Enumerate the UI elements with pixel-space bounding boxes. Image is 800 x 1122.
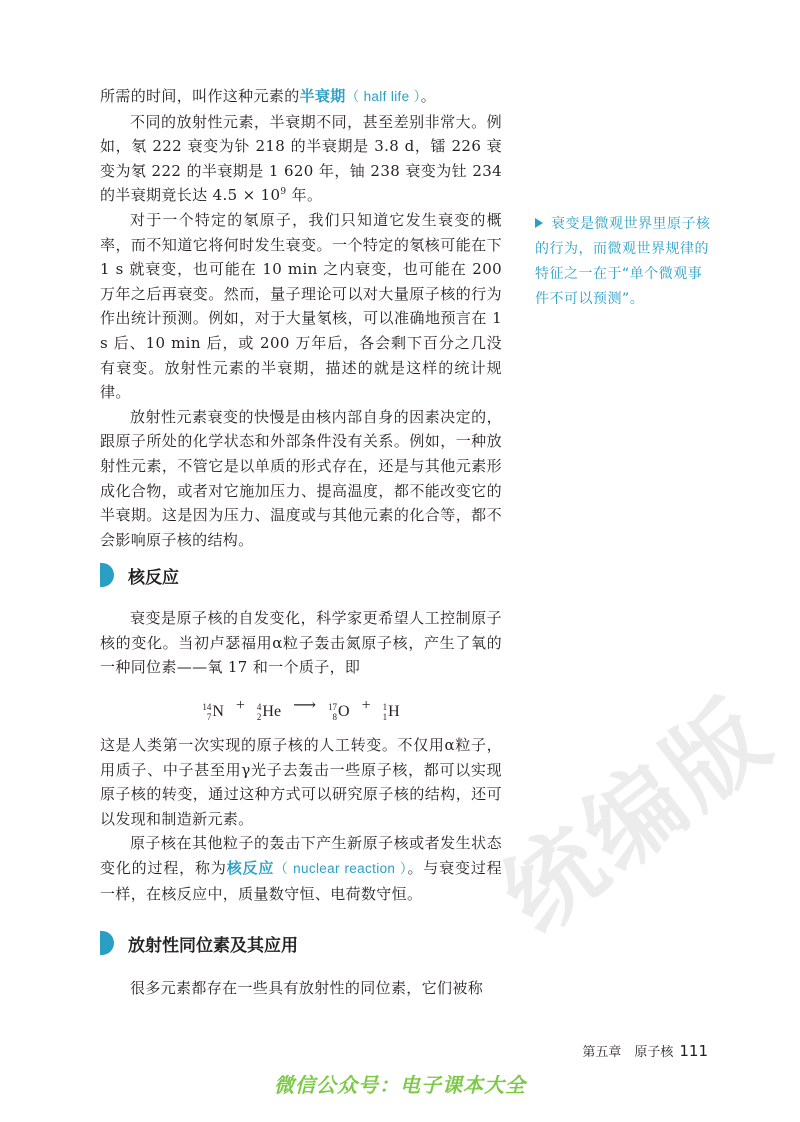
nuclide-hydrogen: 1 1 H xyxy=(382,702,400,722)
text-block-4 xyxy=(100,976,502,1001)
paragraph-decay-rate: 放射性元素衰变的快慢是由核内部自身的因素决定的，跟原子所处的化学状态和外部条件没有关系。例如，一种放射性元素，不管它是以单质的形式存在，还是与其他元素形成化合物，或者对它施加压力、提高温度，都不能改变它的半衰期。这是因为压力、温度或与其他元素的化合等，都不会影响原子核的结构。 xyxy=(100,407,502,549)
paragraph-half-life-definition: 所需的时间，叫作这种元素的半衰期（ half life ）。 xyxy=(100,87,437,105)
nuclide-helium: 4 2 He xyxy=(256,702,282,722)
term-nuclear-reaction-english: （ nuclear reaction ） xyxy=(274,860,408,876)
text-block-1 xyxy=(100,84,502,552)
section-title: 放射性同位素及其应用 xyxy=(128,935,298,956)
wechat-banner: 微信公众号：电子课本大全 xyxy=(274,1073,526,1097)
chapter-label: 第五章 原子核 xyxy=(582,1045,674,1060)
section-marker-icon xyxy=(100,931,114,955)
section-heading-radioisotopes xyxy=(100,928,298,958)
triangle-marker-icon xyxy=(535,218,543,228)
paragraph-half-life-examples: 不同的放射性元素，半衰期不同，甚至差别非常大。例如，氡 222 衰变为钋 218 的半衰期是 3.8 d，镭 226 衰变为氡 222 的半衰期是 1 620 年，铀 238 衰变为钍 234 的半衰期竟长达 $4.5 \times 10^9$ 年。 xyxy=(100,112,502,205)
term-nuclear-reaction: 核反应 xyxy=(226,858,275,877)
page-footer xyxy=(582,1041,708,1060)
exponent: 9 xyxy=(280,187,287,198)
paragraph-artificial-transmutation: 这是人类第一次实现的原子核的人工转变。不仅用α粒子，用质子、中子甚至用γ光子去轰击一些原子核，都可以实现原子核的转变，通过这种方式可以研究原子核的结构，还可以发现和制造新元素。 xyxy=(100,736,502,828)
reaction-arrow-icon: ⟶ xyxy=(293,697,317,714)
term-half-life-english: （ half life ） xyxy=(345,89,421,104)
sidenote: 衰变是微观世界里原子核的行为，而微观世界规律的特征之一在于“单个微观事件不可以预测”。 xyxy=(535,216,711,307)
nuclide-nitrogen: 14 7 N xyxy=(202,702,224,722)
text-block-3 xyxy=(100,733,502,906)
nuclear-equation xyxy=(100,694,502,724)
term-half-life: 半衰期 xyxy=(299,87,346,105)
section-title: 核反应 xyxy=(128,567,179,588)
plus-sign: + xyxy=(361,697,371,714)
plus-sign: + xyxy=(235,697,245,714)
paragraph-nuclear-reaction-definition: 原子核在其他粒子的轰击下产生新原子核或者发生状态变化的过程，称为核反应（ nuclear reaction ）。与衰变过程一样，在核反应中，质量数守恒、电荷数守恒。 xyxy=(100,834,502,903)
page-number: 111 xyxy=(679,1042,708,1060)
paragraph-rutherford: 衰变是原子核的自发变化，科学家更希望人工控制原子核的变化。当初卢瑟福用α粒子轰击氮原子核，产生了氧的一种同位素——氧 17 和一个质子，即 xyxy=(100,609,502,677)
paragraph-radioisotopes: 很多元素都存在一些具有放射性的同位素，它们被称 xyxy=(130,979,484,997)
paragraph-statistics: 对于一个特定的氡原子，我们只知道它发生衰变的概率，而不知道它将何时发生衰变。一个特定的氡核可能在下 1 s 就衰变，也可能在 10 min 之内衰变，也可能在 200 万年之后再衰变。然而，量子理论可以对大量原子核的行为作出统计预测。例如，对于大量氡核，可以准确地预言在 1 s 后、10 min 后，或 200 万年后，各会剩下百分之几没有衰变。放射性元素的半衰期，描述的就是这样的统计规律。 xyxy=(100,210,502,402)
watermark: 统编版 xyxy=(482,677,793,955)
section-heading-nuclear-reaction xyxy=(100,560,179,590)
nuclide-oxygen: 17 8 O xyxy=(328,702,350,722)
section-marker-icon xyxy=(100,563,114,587)
text-block-2 xyxy=(100,606,502,680)
